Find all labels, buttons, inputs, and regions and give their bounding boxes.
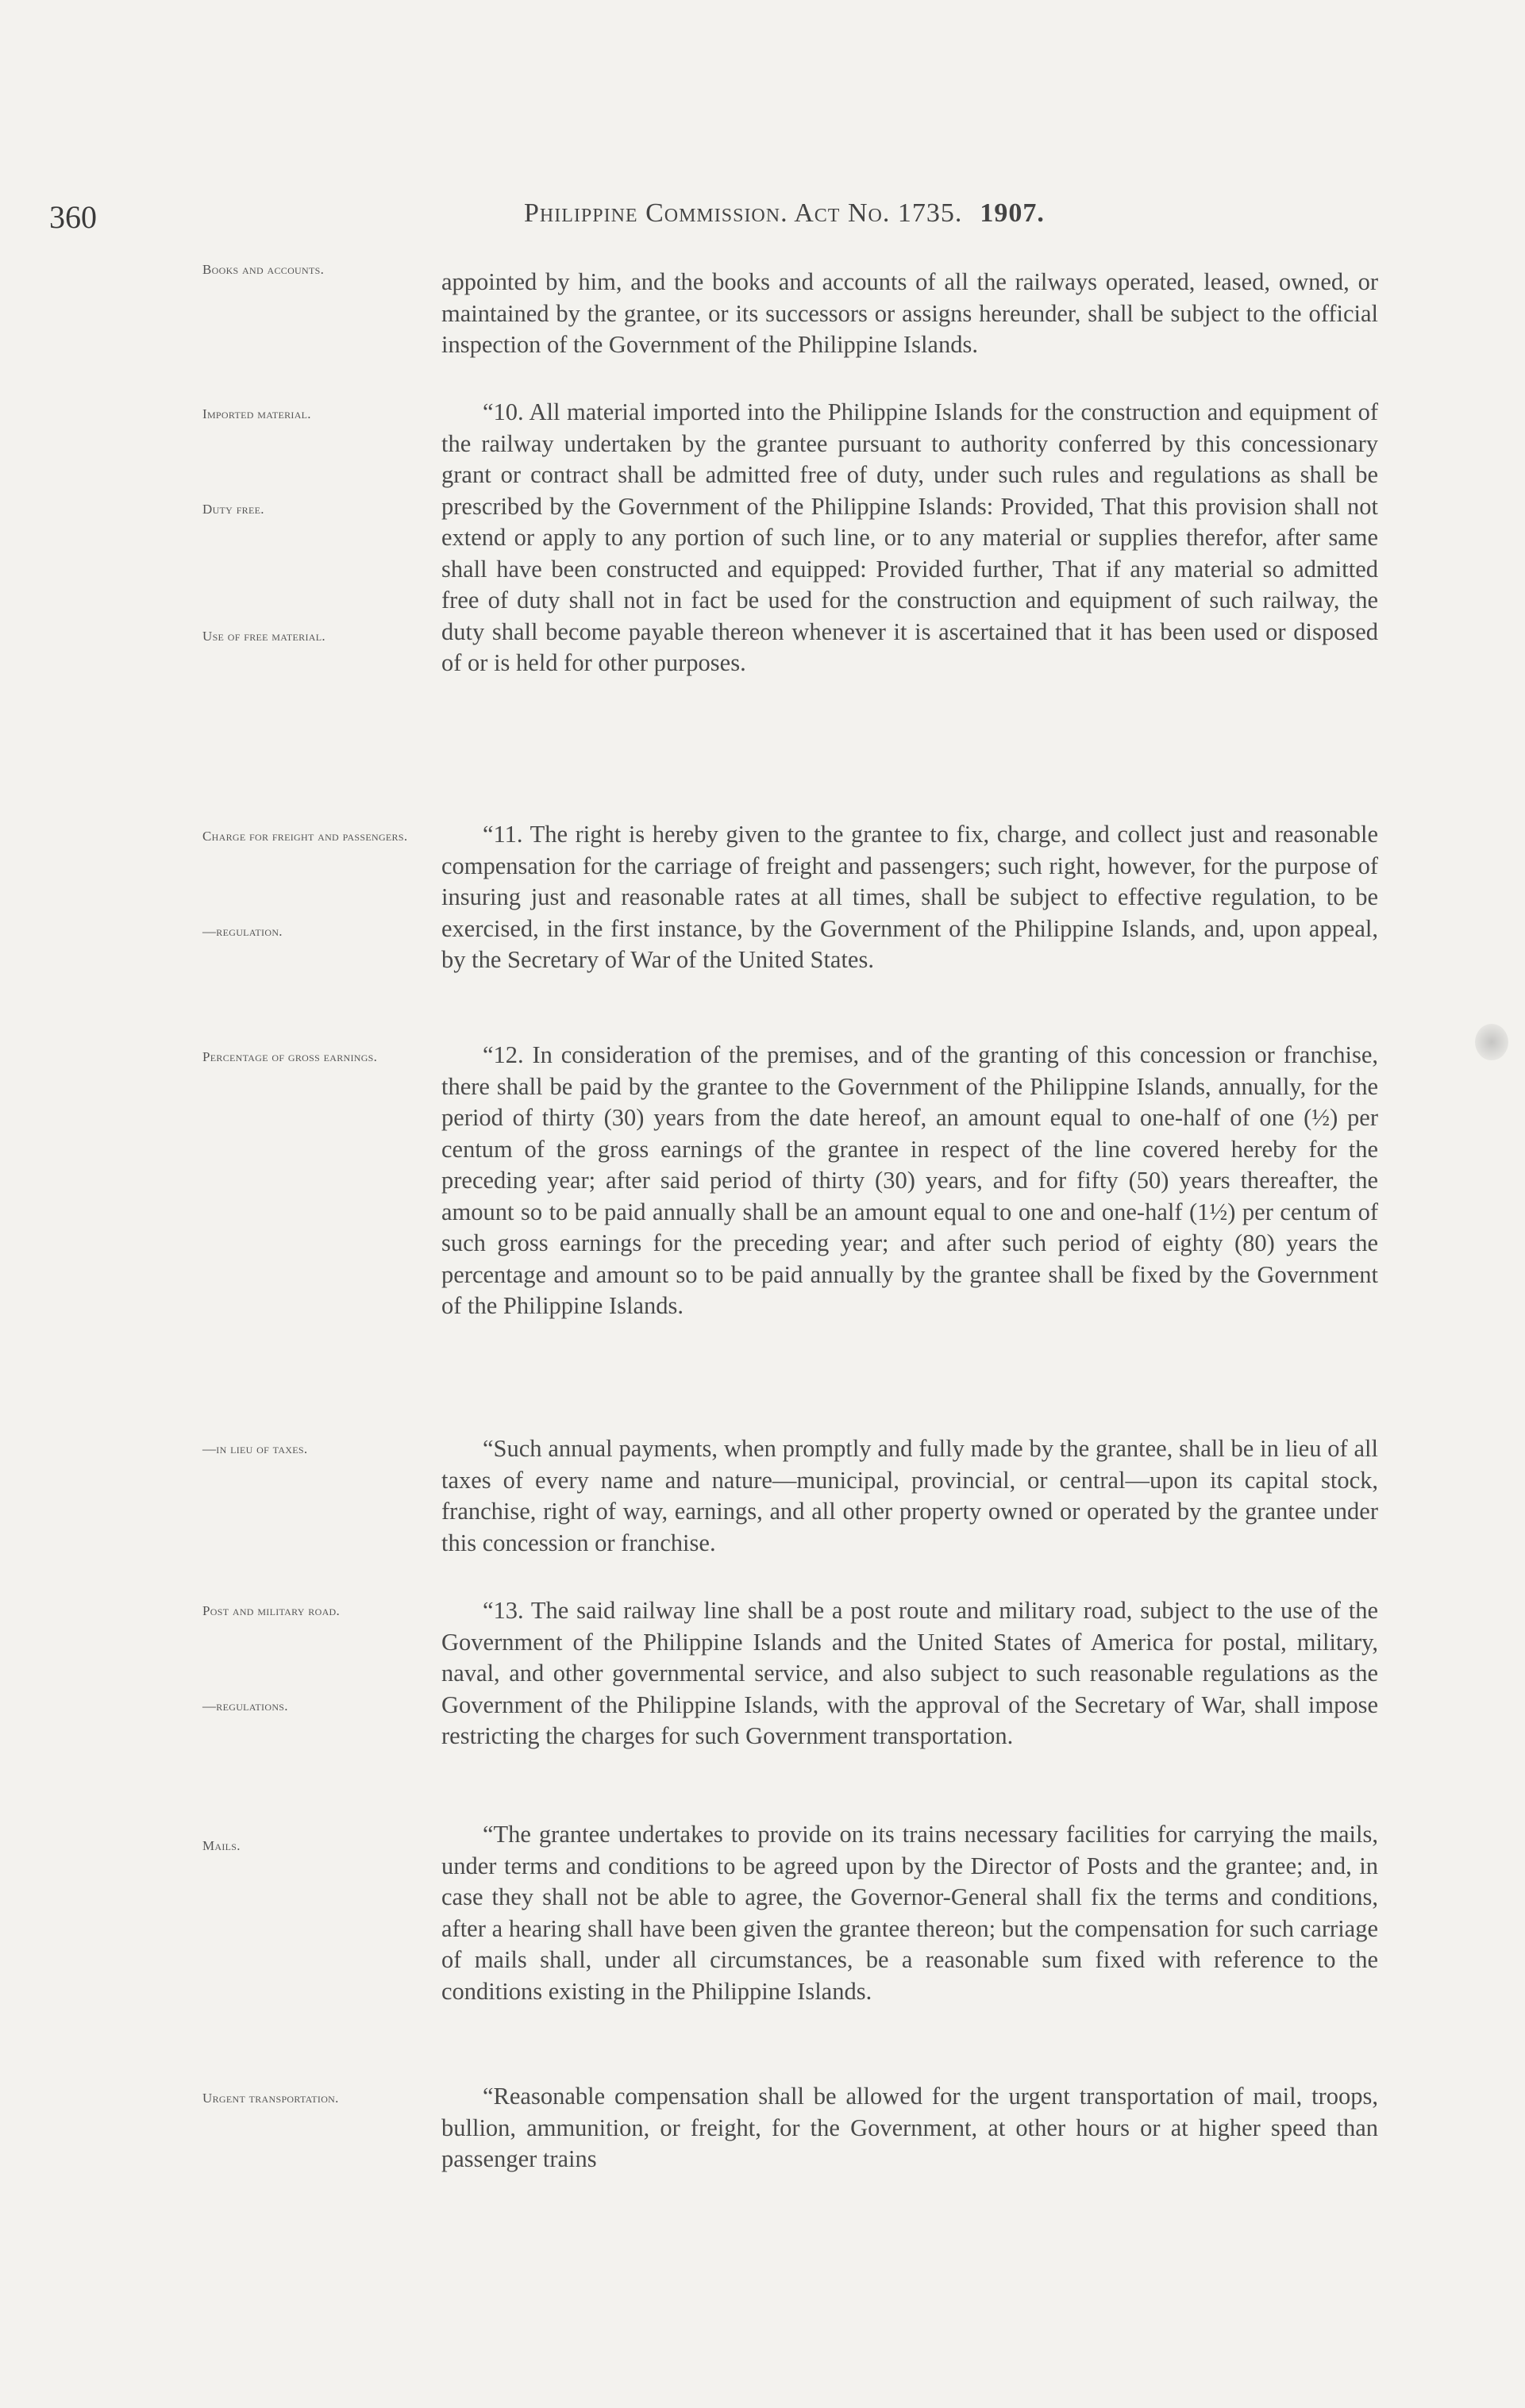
margin-note-imported-material: Imported material. [202, 406, 311, 421]
margin-note-urgent-transportation: Urgent transportation. [202, 2091, 339, 2106]
margin-note-post-and-military-road: Post and military road. [202, 1603, 341, 1618]
running-head-year: 1907. [980, 198, 1045, 228]
paragraph-11-charge-for-freight: “11. The right is hereby given to the grantee to fix, charge, and collect just and reasonable compensation for the carriage of freight and passengers; such right, however, for the purpose of insuring just and reasonable rates at all times, shall be subject to effective regulation, to be exercised, in the first instance, by the Government of the Philippine Islands, and, upon appeal, by the Secretary of War of the United States. [441, 821, 1378, 973]
paragraph-books-and-accounts: appointed by him, and the books and accounts of all the railways operated, leased, owned, or maintained by the grantee, or its successors or assigns hereunder, shall be subject to the official inspection of the Government of the Philippine Islands. [441, 268, 1378, 358]
paragraph-10-imported-material: “10. All material imported into the Philippine Islands for the construction and equipment of the railway undertaken by the grantee pursuant to authority conferred by this concessionary grant or contract shall be admitted free of duty, under such rules and regulations as shall be prescribed by the Government of the Philippine Islands: Provided, That this provision shall not extend or apply to any portion of such line, or to any material or supplies therefor, after same shall have been constructed and equipped: Provided further, That if any material so admitted free of duty shall not in fact be used for the construction and equipment of such railway, the duty shall become payable thereon whenever it is ascertained that it has been used or disposed of or is held for other purposes. [441, 398, 1378, 676]
margin-note-mails: Mails. [202, 1838, 241, 1853]
scan-smudge [1475, 1024, 1508, 1060]
margin-note-books-and-accounts: Books and accounts. [202, 262, 325, 277]
margin-note-duty-free: Duty free. [202, 502, 264, 517]
margin-note-percentage-of-gross-earnings: Percentage of gross earnings. [202, 1049, 378, 1064]
paragraph-13-post-and-military-road: “13. The said railway line shall be a post route and military road, subject to the use of the Government of the Philippine Islands and the United States of America for postal, military, naval, and other governmental service, and also subject to such reasonable regulations as the Government of the Philippine Islands, with the approval of the Secretary of War, shall impose restricting the charges for such Government transportation. [441, 1597, 1378, 1749]
running-head-title: Philippine Commission. Act No. 1735. [524, 198, 963, 228]
page-header [0, 198, 1525, 238]
margin-note-regulation: —regulation. [202, 924, 283, 939]
paragraph-urgent-transportation: “Reasonable compensation shall be allowed for the urgent transportation of mail, troops, bullion, ammunition, or freight, for the Government, at other hours or at higher speed than passenger trains [441, 2083, 1378, 2172]
margin-note-in-lieu-of-taxes: —in lieu of taxes. [202, 1441, 308, 1456]
paragraph-in-lieu-of-taxes: “Such annual payments, when promptly and fully made by the grantee, shall be in lieu of all taxes of every name and nature—municipal, provincial, or central—upon its capital stock, franchise, right of way, earnings, and all other property owned or operated by the grantee under this concession or franchise. [441, 1435, 1378, 1556]
paragraph-12-percentage-of-gross-earnings: “12. In consideration of the premises, and of the granting of this concession or franchise, there shall be paid by the grantee to the Government of the Philippine Islands, annually, for the period of thirty (30) years from the date hereof, an amount equal to one-half of one (½) per centum of the gross earnings of the grantee in respect of the line covered hereby for the preceding year; after said period of thirty (30) years, and for fifty (50) years thereafter, the amount so to be paid annually shall be an amount equal to one and one-half (1½) per centum of such gross earnings for the preceding year; and after such period of eighty (80) years the percentage and amount so to be paid annually by the grantee shall be fixed by the Government of the Philippine Islands. [441, 1041, 1378, 1319]
margin-note-charge-for-freight: Charge for freight and passengers. [202, 829, 408, 844]
margin-note-regulations: —regulations. [202, 1698, 288, 1714]
running-head [524, 198, 1045, 229]
margin-note-use-of-free-material: Use of free material. [202, 629, 325, 644]
page-number: 360 [49, 199, 97, 235]
paragraph-mails: “The grantee undertakes to provide on its trains necessary facilities for carrying the mails, under terms and conditions to be agreed upon by the Director of Posts and the grantee; and, in case they shall not be able to agree, the Governor-General shall fix the terms and conditions, after a hearing shall have been given the grantee thereon; but the compensation for such carriage of mails shall, under all circumstances, be a reasonable sum fixed with reference to the conditions existing in the Philippine Islands. [441, 1821, 1378, 2005]
